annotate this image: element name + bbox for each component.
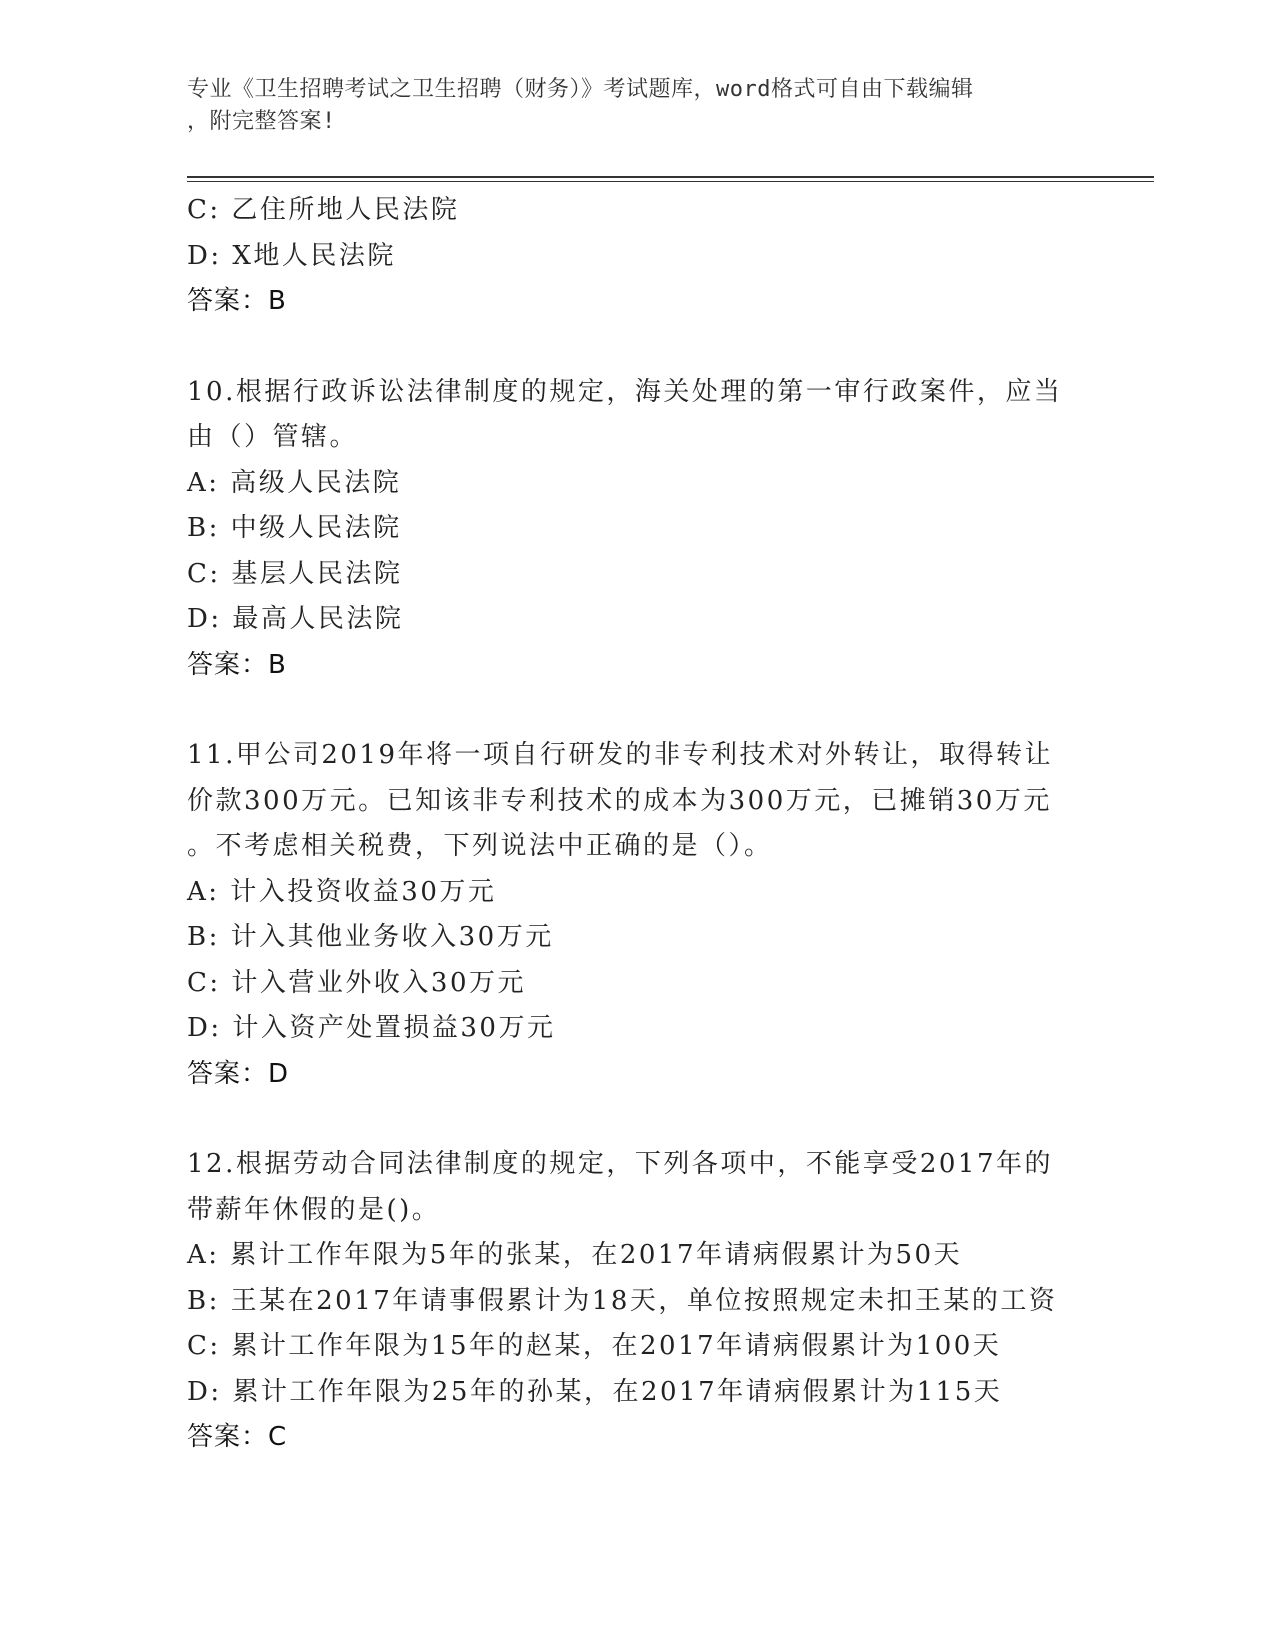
question-stem: 11.甲公司2019年将一项自行研发的非专利技术对外转让，取得转让 xyxy=(187,740,1054,770)
question-stem: 价款300万元。已知该非专利技术的成本为300万元，已摊销30万元 xyxy=(187,785,1052,816)
option-c: C: 基层人民法院 xyxy=(187,558,403,589)
header-divider-thin xyxy=(187,181,1154,182)
header-line-1: 专业《卫生招聘考试之卫生招聘（财务）》考试题库，word格式可自由下载编辑 xyxy=(187,77,974,102)
question-stem: 带薪年休假的是()。 xyxy=(187,1194,441,1225)
document-header xyxy=(187,74,1067,138)
question-11 xyxy=(187,733,1087,1097)
option-b: B: 计入其他业务收入30万元 xyxy=(187,922,554,952)
answer: 答案：C xyxy=(187,1422,288,1452)
header-divider-thick xyxy=(187,176,1154,178)
header-line-2: ，附完整答案! xyxy=(187,109,336,134)
answer: 答案：B xyxy=(187,649,287,680)
question-list xyxy=(187,188,1087,1461)
option-d: D: 累计工作年限为25年的孙某，在2017年请病假累计为115天 xyxy=(187,1376,1003,1407)
question-stem: 。不考虑相关税费，下列说法中正确的是（）。 xyxy=(187,831,773,861)
answer: 答案：D xyxy=(187,1058,290,1089)
option-c: C: 乙住所地人民法院 xyxy=(187,195,460,225)
option-d: D: X地人民法院 xyxy=(187,240,396,271)
option-d: D: 计入资产处置损益30万元 xyxy=(187,1013,556,1043)
question-stem: 由（）管辖。 xyxy=(187,422,359,452)
option-a: A: 累计工作年限为5年的张某，在2017年请病假累计为50天 xyxy=(187,1240,963,1270)
question-9-continuation xyxy=(187,188,1087,325)
question-stem: 10.根据行政诉讼法律制度的规定，海关处理的第一审行政案件，应当 xyxy=(187,376,1063,407)
question-stem: 12.根据劳动合同法律制度的规定，下列各项中，不能享受2017年的 xyxy=(187,1149,1054,1179)
answer: 答案：B xyxy=(187,286,287,316)
option-a: A: 高级人民法院 xyxy=(187,467,402,498)
option-a: A: 计入投资收益30万元 xyxy=(187,876,497,907)
option-b: B: 中级人民法院 xyxy=(187,513,402,543)
option-d: D: 最高人民法院 xyxy=(187,604,404,634)
question-10 xyxy=(187,370,1087,689)
option-c: C: 计入营业外收入30万元 xyxy=(187,967,527,998)
option-c: C: 累计工作年限为15年的赵某，在2017年请病假累计为100天 xyxy=(187,1331,1002,1361)
question-12 xyxy=(187,1142,1087,1461)
option-b: B: 王某在2017年请事假累计为18天，单位按照规定未扣王某的工资 xyxy=(187,1285,1058,1316)
